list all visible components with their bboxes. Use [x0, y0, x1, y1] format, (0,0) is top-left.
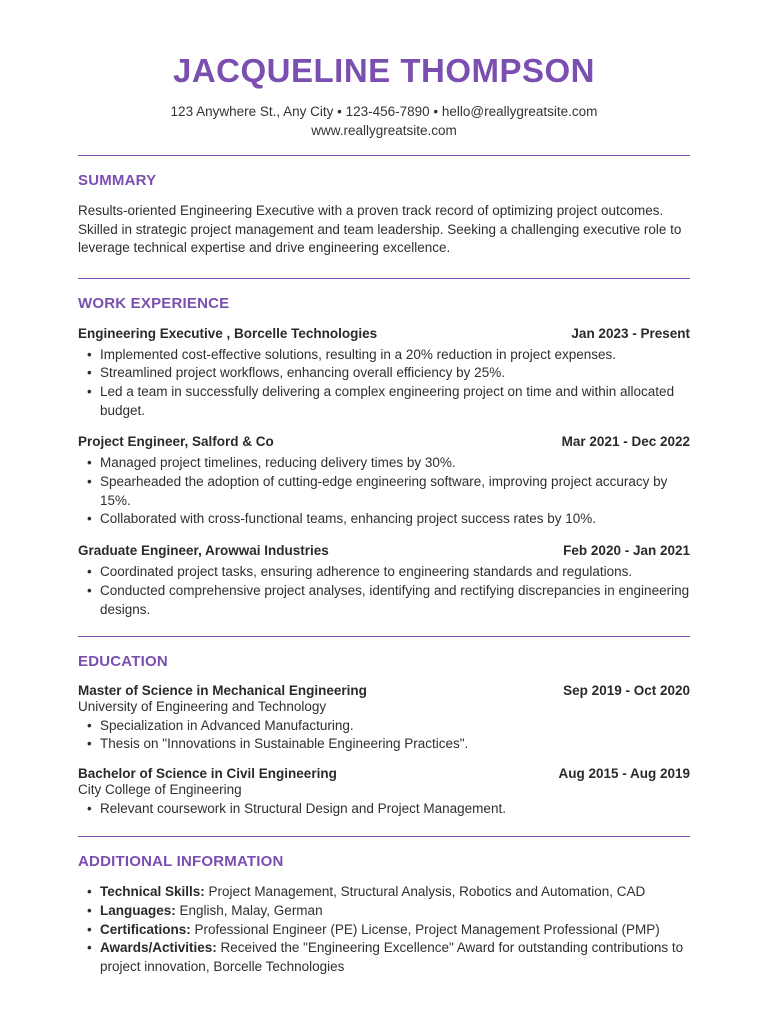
- job-dates: Jan 2023 - Present: [571, 325, 690, 341]
- education-dates: Sep 2019 - Oct 2020: [563, 683, 690, 699]
- education-header: [78, 766, 690, 781]
- list-item: • Collaborated with cross-functional teams, enhancing project success rates by 10%.: [100, 510, 690, 529]
- divider: [78, 278, 690, 279]
- additional-info-section: [78, 853, 690, 977]
- list-item: • Specialization in Advanced Manufacturing.: [100, 717, 690, 736]
- divider: [78, 636, 690, 637]
- info-key: Languages:: [100, 903, 176, 919]
- list-item: • Streamlined project workflows, enhancing overall efficiency by 25%.: [100, 364, 690, 383]
- job-title: Graduate Engineer, Arowwai Industries: [78, 543, 329, 559]
- education-bullets: [78, 717, 690, 754]
- education-header: [78, 683, 690, 698]
- candidate-name: JACQUELINE THOMPSON: [172, 52, 596, 89]
- job-dates: Mar 2021 - Dec 2022: [561, 434, 690, 450]
- additional-info-heading: ADDITIONAL INFORMATION: [78, 853, 284, 871]
- info-key: Technical Skills:: [100, 884, 205, 900]
- info-value: Project Management, Structural Analysis, Robotics and Automation, CAD: [204, 884, 646, 900]
- school-name: University of Engineering and Technology: [78, 699, 327, 715]
- divider: [78, 836, 690, 837]
- info-value: English, Malay, German: [175, 903, 323, 919]
- list-item: • Managed project timelines, reducing delivery times by 30%.: [100, 454, 690, 473]
- job-title: Project Engineer, Salford & Co: [78, 434, 274, 450]
- info-key: Certifications:: [100, 921, 191, 937]
- degree-title: Master of Science in Mechanical Engineering: [78, 683, 367, 699]
- education-entry: [78, 683, 690, 754]
- list-item: [100, 883, 690, 902]
- work-experience-section: [78, 295, 690, 620]
- job-bullets: [78, 454, 690, 529]
- job-entry: [78, 434, 690, 529]
- education-section: [78, 653, 690, 818]
- job-bullets: [78, 346, 690, 421]
- work-experience-heading: WORK EXPERIENCE: [78, 294, 230, 312]
- job-dates: Feb 2020 - Jan 2021: [563, 543, 690, 559]
- education-heading: EDUCATION: [78, 653, 168, 671]
- list-item: • Led a team in successfully delivering a complex engineering project on time and within allocated budget.: [100, 383, 690, 420]
- list-item: • Thesis on "Innovations in Sustainable Engineering Practices".: [100, 735, 690, 754]
- list-item: [100, 902, 690, 921]
- list-item: • Spearheaded the adoption of cutting-edge engineering software, improving project accuracy by 15%.: [100, 473, 690, 510]
- degree-title: Bachelor of Science in Civil Engineering: [78, 766, 337, 782]
- job-bullets: [78, 563, 690, 619]
- list-item: • Conducted comprehensive project analyses, identifying and rectifying discrepancies in engineering designs.: [100, 582, 690, 619]
- contact-line: 123 Anywhere St., Any City • 123-456-7890 • hello@reallygreatsite.com: [170, 104, 598, 119]
- education-dates: Aug 2015 - Aug 2019: [558, 766, 690, 782]
- info-key: Awards/Activities:: [100, 940, 217, 956]
- summary-heading: SUMMARY: [78, 172, 157, 189]
- additional-info-list: [78, 883, 690, 977]
- education-bullets: [78, 800, 690, 819]
- job-header: [78, 434, 690, 449]
- job-entry: [78, 326, 690, 421]
- school-name: City College of Engineering: [78, 782, 242, 798]
- list-item: • Relevant coursework in Structural Design and Project Management.: [100, 800, 690, 819]
- job-header: [78, 543, 690, 558]
- list-item: [100, 939, 690, 976]
- info-value: Professional Engineer (PE) License, Project Management Professional (PMP): [190, 921, 660, 937]
- website-line: www.reallygreatsite.com: [311, 123, 457, 138]
- info-value: Received the "Engineering Excellence" Award for outstanding contributions to project innovation, Borcelle Technologies: [100, 940, 684, 975]
- summary-section: [78, 172, 690, 258]
- job-header: [78, 326, 690, 341]
- list-item: • Coordinated project tasks, ensuring adherence to engineering standards and regulations.: [100, 563, 690, 582]
- education-entry: [78, 766, 690, 818]
- job-entry: [78, 543, 690, 619]
- list-item: [100, 921, 690, 940]
- divider: [78, 155, 690, 156]
- job-title: Engineering Executive , Borcelle Technologies: [78, 325, 378, 341]
- summary-text: Results-oriented Engineering Executive with a proven track record of optimizing project outcomes. Skilled in strategic project management and team leadership. Seeking a challenging executive role to leverage technical expertise and drive engineering excellence.: [78, 203, 682, 255]
- contact-info: [78, 102, 690, 140]
- list-item: • Implemented cost-effective solutions, resulting in a 20% reduction in project expenses.: [100, 346, 690, 365]
